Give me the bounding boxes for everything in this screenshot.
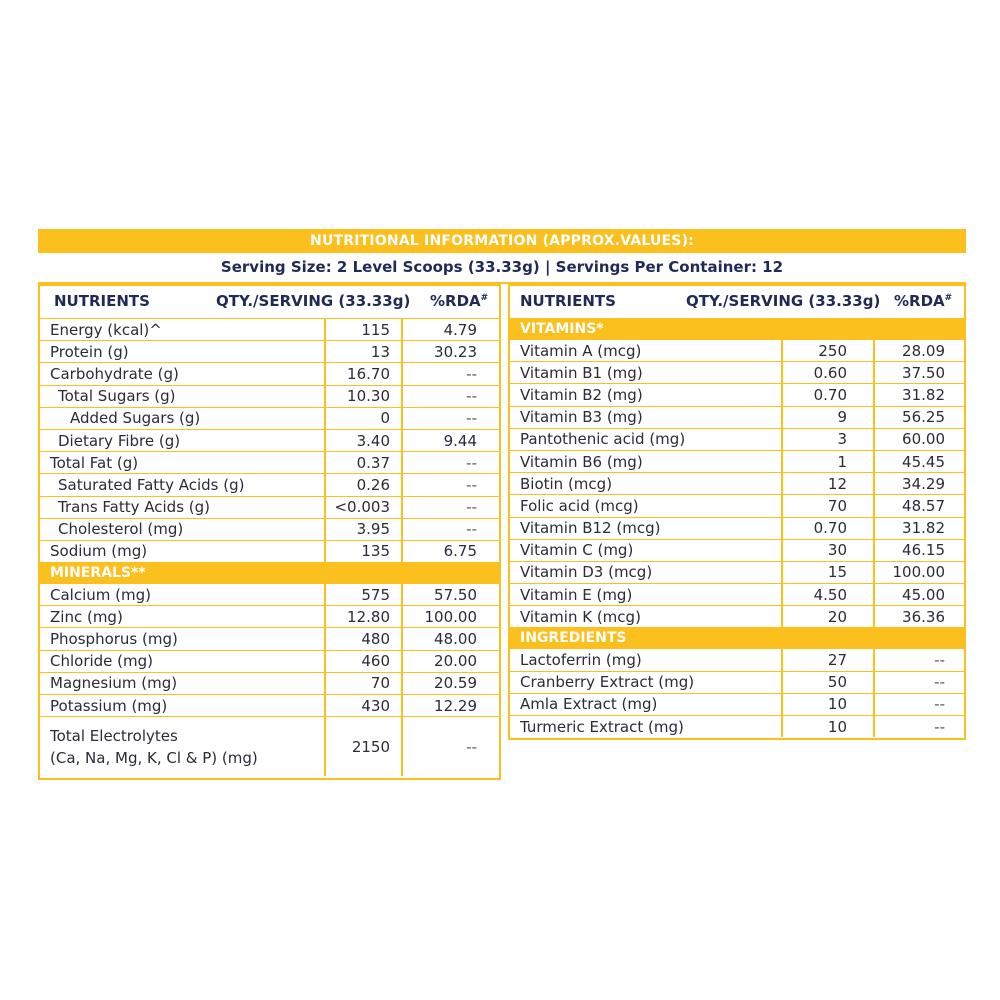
nutrient-qty: 10 <box>827 717 847 736</box>
nutrient-qty: 12.80 <box>347 607 390 626</box>
nutrient-rda: 20.00 <box>434 652 477 671</box>
nutrient-name: Sodium (mg) <box>50 542 148 561</box>
header-rda: %RDA# <box>894 292 953 310</box>
column-divider <box>324 319 326 340</box>
nutrient-name: Chloride (mg) <box>50 652 154 671</box>
table-row <box>40 605 499 627</box>
nutrient-qty: <0.003 <box>334 498 390 517</box>
nutrient-name: Amla Extract (mg) <box>520 695 658 714</box>
table-row <box>510 472 964 494</box>
column-divider <box>873 518 875 539</box>
column-divider <box>873 649 875 670</box>
column-divider <box>873 340 875 361</box>
nutrient-rda: 45.45 <box>902 452 945 471</box>
nutrient-qty: 70 <box>827 496 847 515</box>
nutrient-name: Vitamin B1 (mg) <box>520 363 643 382</box>
nutrient-qty: 10.30 <box>347 387 390 406</box>
column-divider <box>401 673 403 694</box>
column-divider <box>401 319 403 340</box>
table-row <box>510 450 964 472</box>
table-row <box>510 561 964 583</box>
table-row <box>510 605 964 627</box>
table-row <box>40 627 499 649</box>
table-row <box>510 339 964 361</box>
column-divider <box>781 407 783 428</box>
column-divider <box>781 340 783 361</box>
nutrient-qty: 115 <box>361 320 390 339</box>
nutrient-name: Biotin (mcg) <box>520 474 613 493</box>
nutrient-rda: 30.23 <box>434 342 477 361</box>
table-row <box>40 362 499 384</box>
header-nutrients: NUTRIENTS <box>54 292 150 310</box>
column-divider <box>401 408 403 429</box>
column-divider <box>781 694 783 715</box>
column-divider <box>324 717 326 776</box>
column-divider <box>324 519 326 540</box>
table-row <box>510 383 964 405</box>
nutrient-name: Calcium (mg) <box>50 585 151 604</box>
header-qty: QTY./SERVING (33.33g) <box>686 292 881 310</box>
nutrient-qty: 27 <box>827 651 847 670</box>
column-divider <box>324 363 326 384</box>
column-divider <box>401 651 403 672</box>
nutrient-rda: -- <box>934 651 945 670</box>
column-divider <box>324 408 326 429</box>
nutrient-name: Lactoferrin (mg) <box>520 651 642 670</box>
table-row <box>510 517 964 539</box>
nutrient-qty: 4.50 <box>813 585 847 604</box>
column-divider <box>781 451 783 472</box>
nutrient-rda: 9.44 <box>443 431 477 450</box>
column-divider <box>324 628 326 649</box>
left-rows <box>40 318 499 776</box>
column-divider <box>324 341 326 362</box>
nutrient-name: Vitamin A (mcg) <box>520 341 642 360</box>
nutrient-qty: 460 <box>361 652 390 671</box>
nutrient-qty: 0.70 <box>813 385 847 404</box>
column-divider <box>873 384 875 405</box>
nutrient-name: Cholesterol (mg) <box>58 520 184 539</box>
column-divider <box>401 341 403 362</box>
nutrient-qty: 0.70 <box>813 519 847 538</box>
column-divider <box>873 362 875 383</box>
nutrient-name: Folic acid (mcg) <box>520 496 639 515</box>
nutrient-qty: 3.40 <box>356 431 390 450</box>
column-divider <box>873 473 875 494</box>
header-rda: %RDA# <box>430 292 489 310</box>
nutrient-name: Vitamin C (mg) <box>520 541 634 560</box>
column-divider <box>873 606 875 627</box>
nutrient-name: Vitamin B6 (mg) <box>520 452 643 471</box>
nutrient-rda: -- <box>934 673 945 692</box>
right-nutrient-table <box>508 284 966 740</box>
column-divider <box>324 430 326 451</box>
column-divider <box>873 562 875 583</box>
column-divider <box>781 716 783 737</box>
column-divider <box>781 362 783 383</box>
table-row <box>40 583 499 605</box>
nutrient-rda: 100.00 <box>892 563 945 582</box>
column-divider <box>781 384 783 405</box>
nutrient-rda: 28.09 <box>902 341 945 360</box>
nutrient-rda: -- <box>466 387 477 406</box>
nutrient-rda: 45.00 <box>902 585 945 604</box>
table-row <box>40 385 499 407</box>
column-divider <box>873 716 875 737</box>
nutrient-rda: 100.00 <box>424 607 477 626</box>
nutrient-name: Phosphorus (mg) <box>50 630 178 649</box>
nutrient-name: Total Electrolytes (Ca, Na, Mg, K, Cl & P) (mg) <box>50 726 258 767</box>
nutrient-rda: 57.50 <box>434 585 477 604</box>
table-row <box>40 716 499 776</box>
nutrient-rda: 20.59 <box>434 674 477 693</box>
column-divider <box>401 386 403 407</box>
column-divider <box>873 694 875 715</box>
table-row <box>40 694 499 716</box>
table-row <box>510 428 964 450</box>
nutrient-qty: 1 <box>837 452 847 471</box>
table-row <box>40 650 499 672</box>
column-divider <box>324 584 326 605</box>
column-divider <box>873 672 875 693</box>
nutrient-rda: -- <box>934 695 945 714</box>
nutrient-rda: 37.50 <box>902 363 945 382</box>
column-divider <box>781 540 783 561</box>
nutrient-rda: -- <box>466 520 477 539</box>
nutrient-name: Dietary Fibre (g) <box>58 431 181 450</box>
column-divider <box>401 474 403 495</box>
table-row <box>510 648 964 670</box>
table-row <box>510 583 964 605</box>
nutrition-title-banner: NUTRITIONAL INFORMATION (APPROX.VALUES): <box>38 229 966 253</box>
column-divider <box>873 407 875 428</box>
section-header: MINERALS** <box>40 562 499 583</box>
nutrient-name: Total Sugars (g) <box>58 387 176 406</box>
nutrient-qty: 15 <box>827 563 847 582</box>
nutrient-rda: 48.57 <box>902 496 945 515</box>
column-divider <box>324 452 326 473</box>
nutrient-rda: 12.29 <box>434 696 477 715</box>
nutrient-rda: -- <box>466 364 477 383</box>
column-divider <box>401 606 403 627</box>
nutrient-qty: 575 <box>361 585 390 604</box>
nutrient-name: Vitamin B2 (mg) <box>520 385 643 404</box>
nutrient-rda: -- <box>466 475 477 494</box>
nutrient-rda: -- <box>934 717 945 736</box>
right-table-header <box>510 286 964 318</box>
table-row <box>510 671 964 693</box>
nutrient-qty: 0 <box>380 409 390 428</box>
nutrient-qty: 0.26 <box>356 475 390 494</box>
nutrient-qty: 20 <box>827 607 847 626</box>
left-nutrient-table <box>38 284 501 780</box>
nutrient-qty: 70 <box>370 674 390 693</box>
nutrient-rda: -- <box>466 498 477 517</box>
column-divider <box>781 584 783 605</box>
nutrient-qty: 50 <box>827 673 847 692</box>
column-divider <box>781 518 783 539</box>
table-row <box>40 496 499 518</box>
nutrient-qty: 16.70 <box>347 364 390 383</box>
nutrient-rda: 4.79 <box>443 320 477 339</box>
column-divider <box>781 649 783 670</box>
table-row <box>40 451 499 473</box>
column-divider <box>324 474 326 495</box>
nutrient-rda: 48.00 <box>434 630 477 649</box>
nutrient-qty: 2150 <box>351 737 390 756</box>
nutrient-rda: 31.82 <box>902 385 945 404</box>
column-divider <box>401 717 403 776</box>
column-divider <box>324 606 326 627</box>
left-table-header <box>40 286 499 318</box>
column-divider <box>401 452 403 473</box>
column-divider <box>781 606 783 627</box>
nutrient-rda: -- <box>466 453 477 472</box>
section-header: VITAMINS* <box>510 318 964 339</box>
table-row <box>40 540 499 562</box>
nutrient-rda: 60.00 <box>902 430 945 449</box>
column-divider <box>401 584 403 605</box>
nutrient-rda: 56.25 <box>902 408 945 427</box>
table-row <box>510 693 964 715</box>
column-divider <box>324 497 326 518</box>
column-divider <box>401 628 403 649</box>
nutrient-rda: 31.82 <box>902 519 945 538</box>
column-divider <box>781 429 783 450</box>
nutrient-qty: 0.37 <box>356 453 390 472</box>
nutrient-qty: 9 <box>837 408 847 427</box>
column-divider <box>873 540 875 561</box>
serving-info: Serving Size: 2 Level Scoops (33.33g) | Servings Per Container: 12 <box>220 258 784 276</box>
column-divider <box>781 495 783 516</box>
table-row <box>510 361 964 383</box>
table-row <box>40 318 499 340</box>
nutrient-name: Zinc (mg) <box>50 607 123 626</box>
column-divider <box>324 386 326 407</box>
header-qty: QTY./SERVING (33.33g) <box>216 292 411 310</box>
column-divider <box>324 673 326 694</box>
column-divider <box>873 584 875 605</box>
nutrient-qty: 3.95 <box>356 520 390 539</box>
nutrient-rda: -- <box>466 737 477 756</box>
nutrient-name: Vitamin B3 (mg) <box>520 408 643 427</box>
nutrient-name: Pantothenic acid (mg) <box>520 430 686 449</box>
nutrient-name: Vitamin K (mcg) <box>520 607 641 626</box>
column-divider <box>401 541 403 562</box>
nutrient-rda: 34.29 <box>902 474 945 493</box>
nutrient-qty: 135 <box>361 542 390 561</box>
nutrient-name: Energy (kcal)^ <box>50 320 162 339</box>
column-divider <box>873 429 875 450</box>
nutrient-name: Total Fat (g) <box>50 453 139 472</box>
column-divider <box>401 695 403 716</box>
column-divider <box>324 695 326 716</box>
nutrient-qty: 480 <box>361 630 390 649</box>
nutrient-name: Saturated Fatty Acids (g) <box>58 475 245 494</box>
column-divider <box>401 363 403 384</box>
nutrient-qty: 10 <box>827 695 847 714</box>
nutrient-qty: 0.60 <box>813 363 847 382</box>
header-nutrients: NUTRIENTS <box>520 292 616 310</box>
nutrient-name: Trans Fatty Acids (g) <box>58 498 210 517</box>
column-divider <box>324 541 326 562</box>
column-divider <box>324 651 326 672</box>
table-row <box>510 494 964 516</box>
nutrient-name: Protein (g) <box>50 342 129 361</box>
column-divider <box>873 495 875 516</box>
right-rows <box>510 318 964 737</box>
nutrient-name: Vitamin E (mg) <box>520 585 633 604</box>
section-header: INGREDIENTS <box>510 627 964 648</box>
column-divider <box>781 672 783 693</box>
column-divider <box>401 430 403 451</box>
column-divider <box>873 451 875 472</box>
table-row <box>40 429 499 451</box>
column-divider <box>401 497 403 518</box>
nutrient-rda: 36.36 <box>902 607 945 626</box>
nutrient-name: Cranberry Extract (mg) <box>520 673 695 692</box>
table-row <box>40 672 499 694</box>
column-divider <box>781 473 783 494</box>
nutrient-name: Turmeric Extract (mg) <box>520 717 684 736</box>
table-row <box>40 340 499 362</box>
column-divider <box>781 562 783 583</box>
nutrient-name: Vitamin D3 (mcg) <box>520 563 653 582</box>
nutrient-qty: 3 <box>837 430 847 449</box>
table-row <box>40 473 499 495</box>
table-row <box>40 518 499 540</box>
nutrient-rda: -- <box>466 409 477 428</box>
nutrient-qty: 30 <box>827 541 847 560</box>
table-row <box>510 539 964 561</box>
nutrient-name: Vitamin B12 (mcg) <box>520 519 661 538</box>
nutrient-name: Magnesium (mg) <box>50 674 178 693</box>
nutrient-name: Potassium (mg) <box>50 696 168 715</box>
nutrient-qty: 430 <box>361 696 390 715</box>
table-row <box>40 407 499 429</box>
nutrient-qty: 13 <box>370 342 390 361</box>
nutrient-qty: 250 <box>818 341 847 360</box>
nutrient-qty: 12 <box>827 474 847 493</box>
nutrient-name: Added Sugars (g) <box>70 409 201 428</box>
nutrient-rda: 6.75 <box>443 542 477 561</box>
nutrient-rda: 46.15 <box>902 541 945 560</box>
nutrient-name: Carbohydrate (g) <box>50 364 179 383</box>
table-row <box>510 715 964 737</box>
column-divider <box>401 519 403 540</box>
table-row <box>510 406 964 428</box>
